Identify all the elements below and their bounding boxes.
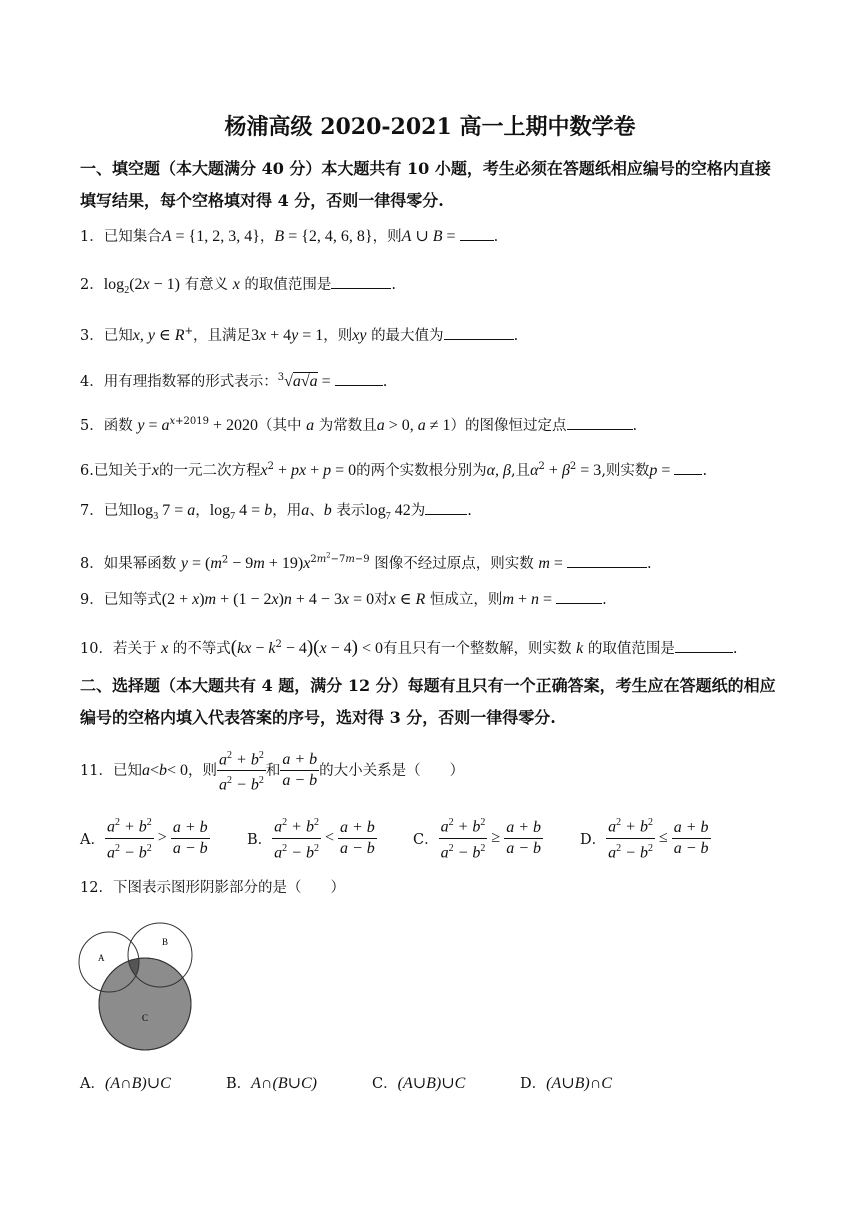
q11-option-a[interactable]: A． $\frac{a^2 + b^2}{a^2 - b^2}$ > $\frac{a + b}{a - b}$	[80, 814, 210, 862]
question-6: 6.已知关于x的一元二次方程$x^2$ + px + p = 0的两个实数根分别为α, β,且$\alpha^2 + \beta^2 = 3$,则实数p = .	[80, 461, 708, 479]
question-7: 7．已知$\log_3 7 = a$，$\log_7 4 = b$，用a、b 表示$\log_7 42$为 .	[80, 502, 472, 523]
question-4: 4．用有理指数幂的形式表示：$^3$√a√a = .	[80, 372, 388, 390]
label-b: B	[162, 937, 169, 947]
answer-blank	[335, 371, 383, 386]
venn-diagram	[76, 922, 206, 1052]
question-9: 9．已知等式(2 + x)m + (1 − 2x)n + 4 − 3x = 0对x ∈ R 恒成立，则m + n = .	[80, 591, 607, 608]
q12-option-b[interactable]: B．A∩(B∪C)	[226, 1075, 317, 1092]
q12-option-d[interactable]: D．(A∪B)∩C	[520, 1075, 612, 1092]
section1-heading: 一、填空题（本大题满分 40 分）本大题共有 10 小题，考生必须在答题纸相应编号的空格内直接填写结果，每个空格填对得 4 分，否则一律得零分.	[80, 159, 771, 210]
answer-blank	[444, 325, 514, 340]
label-a: A	[98, 953, 105, 963]
q11-option-c[interactable]: C． $\frac{a^2 + b^2}{a^2 - b^2}$ ≥ $\frac{a + b}{a - b}$	[413, 814, 543, 862]
question-3: 3．已知x, y ∈ R+，且满足3x + 4y = 1，则xy 的最大值为 .	[80, 326, 519, 344]
question-5: 5．函数 $y = a^{x+2019} + 2020$（其中 a 为常数且a > 0, a ≠ 1）的图像恒过定点 .	[80, 416, 638, 434]
question-8: 8．如果幂函数 $y = (m^2 - 9m + 19)x^{2m^2-7m-9}$ 图像不经过原点，则实数 m = .	[80, 552, 652, 573]
answer-blank	[460, 226, 494, 241]
q11-options	[80, 814, 780, 862]
answer-blank	[567, 415, 633, 430]
q12-options	[80, 1072, 780, 1098]
question-2: 2．$\log_2(2x - 1)$ 有意义 x 的取值范围是 .	[80, 276, 397, 297]
q12-option-c[interactable]: C．(A∪B)∪C	[372, 1075, 466, 1092]
answer-blank	[675, 638, 733, 653]
answer-blank	[567, 553, 647, 568]
label-c: C	[142, 1013, 149, 1023]
answer-blank	[425, 500, 467, 515]
section2-heading: 二、选择题（本大题共有 4 题，满分 12 分）每题有且只有一个正确答案，考生应在答题纸的相应编号的空格内填入代表答案的序号，选对得 3 分，否则一律得零分.	[80, 676, 776, 727]
answer-blank	[331, 274, 391, 289]
answer-blank	[674, 460, 702, 475]
page-title: 杨浦高级 2020-2021 高一上期中数学卷	[224, 114, 636, 140]
question-1: 1．已知集合A = {1, 2, 3, 4}，B = {2, 4, 6, 8}，则A ∪ B = .	[80, 228, 499, 245]
q11-option-b[interactable]: B． $\frac{a^2 + b^2}{a^2 - b^2}$ < $\frac{a + b}{a - b}$	[247, 814, 377, 862]
question-10: 10．若关于 x 的不等式$(kx - k^2 - 4)(x - 4) < 0$有且只有一个整数解，则实数 k 的取值范围是 .	[80, 636, 738, 658]
q11-option-d[interactable]: D． $\frac{a^2 + b^2}{a^2 - b^2}$ ≤ $\frac{a + b}{a - b}$	[580, 814, 711, 862]
q12-option-a[interactable]: A．(A∩B)∪C	[80, 1075, 171, 1092]
question-12: 12．下图表示图形阴影部分的是（ ）	[80, 880, 345, 896]
question-11: 11． 已知 a < b < 0 ，则 $\frac{a^2 + b^2}{a^2 - b^2}$ 和 $\frac{a + b}{a - b}$ 的大小关系是（ ）	[80, 746, 464, 796]
answer-blank	[556, 589, 602, 604]
